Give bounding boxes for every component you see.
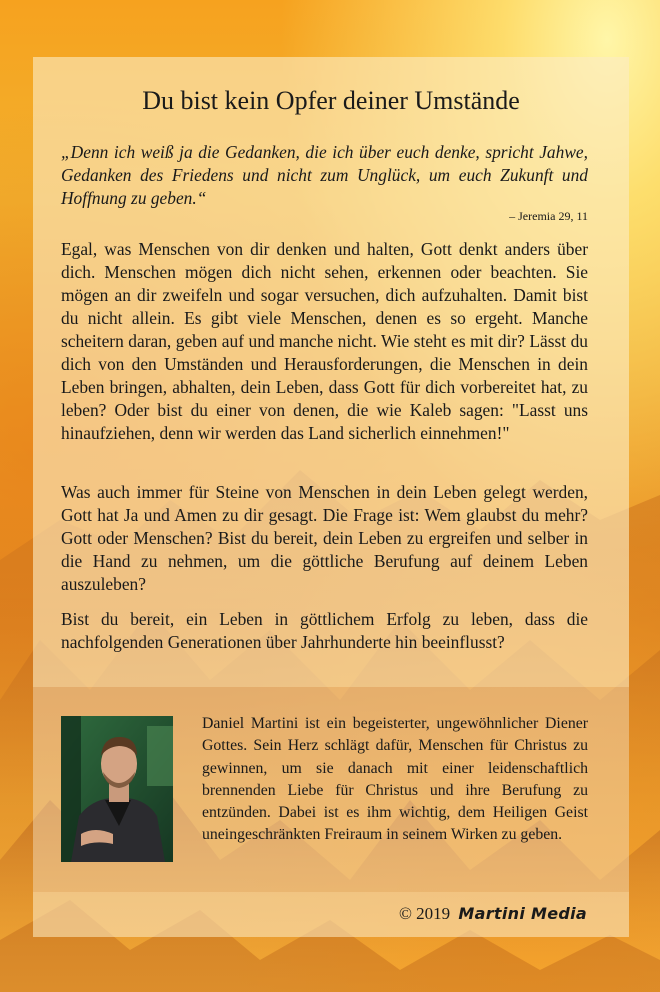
paragraph-2: Was auch immer für Steine von Menschen in dein Leben gelegt werden, Gott hat Ja und Amen zu dir gesagt. Die Frage ist: Wem glaubst du mehr? Gott oder Menschen? Bist du bereit, dein Leben zu ergreifen und selber in die Hand zu nehmen, um die göttliche Berufung auf deinem Leben auszuleben? [61, 482, 588, 594]
paragraph-1: Egal, was Menschen von dir denken und halten, Gott denkt anders über dich. Menschen mögen dich nicht sehen, erkennen oder beachten. Sie mögen an dir zweifeln und sogar versuchen, dich aufzuhalten. Damit bist du nicht allein. Es gibt viele Menschen, denen es so ergeht. Manche scheitern daran, geben auf und manche nicht. Wie steht es mit dir? Lässt du dich von den Umständen und Herausforderungen, die Menschen in dein Leben bringen, abhalten, dein Leben, dass Gott für dich vorbereitet hat, zu leben? Oder bist du einer von denen, die wie Kaleb sagen: "Lasst uns hinaufziehen, denn wir werden das Land sicherlich einnehmen!" [61, 239, 588, 443]
paragraph-3: Bist du bereit, ein Leben in göttlichem Erfolg zu leben, dass die nachfolgenden Generationen über Jahrhunderte hin beeinflusst? [61, 609, 588, 652]
author-photo [61, 716, 173, 862]
brand-logo: Martini Media [458, 904, 587, 923]
verse-reference: – Jeremia 29, 11 [509, 209, 588, 223]
page-title: Du bist kein Opfer deiner Umstände [142, 86, 520, 115]
bible-verse: „Denn ich weiß ja die Gedanken, die ich über euch denke, spricht Jahwe, Gedanken des Friedens und nicht zum Unglück, um euch Zukunft und Hoffnung zu geben.“ [61, 142, 588, 208]
copyright-text: © 2019 [398, 904, 451, 923]
copyright-line [399, 904, 587, 924]
author-bio: Daniel Martini ist ein begeisterter, ungewöhnlicher Diener Gottes. Sein Herz schlägt dafür, Menschen für Christus zu gewinnen, um sie danach mit einer leidenschaftlich brennenden Liebe für Christus und ihre Berufung zu entzünden. Dabei ist es ihm wichtig, dem Heiligen Geist uneingeschränkten Freiraum in seinem Wirken zu geben. [202, 715, 588, 844]
